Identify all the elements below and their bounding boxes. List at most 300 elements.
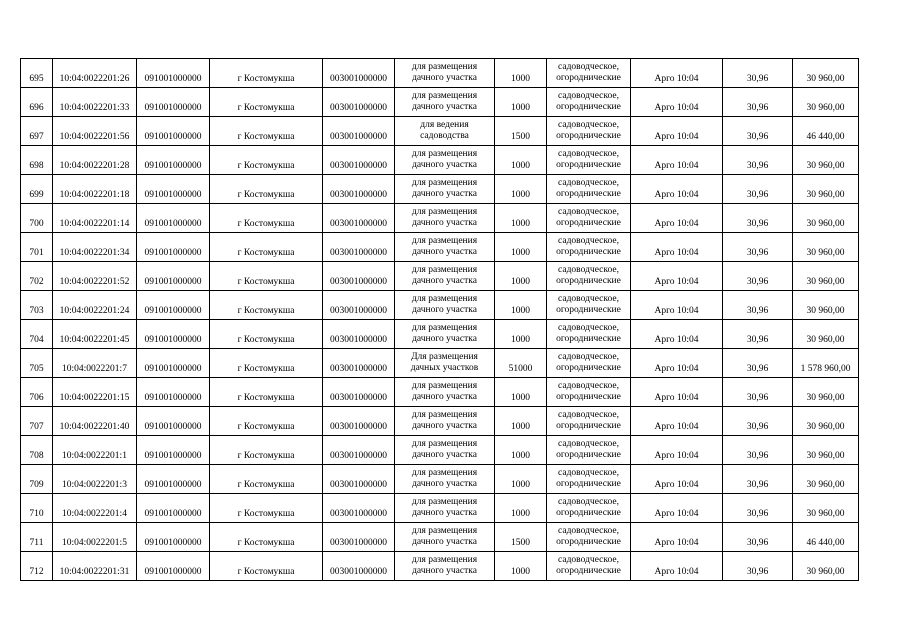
table-row (21, 494, 859, 523)
table-row (21, 233, 859, 262)
area-text: 1000 (511, 160, 530, 171)
area-cell (495, 204, 547, 233)
permitted-use-line: для размещения (411, 265, 478, 275)
okato-code-text: 091001000000 (144, 450, 202, 461)
specific-value-cell (723, 552, 793, 581)
cadastral-number-text: 10:04:0022201:45 (59, 334, 130, 345)
row-number-text: 702 (29, 276, 44, 287)
row-number-cell (21, 552, 53, 581)
oktmo-code-cell (323, 262, 395, 291)
land-category-cell (547, 233, 631, 262)
land-category-line: огороднические (556, 131, 621, 141)
okato-code-text: 091001000000 (144, 566, 202, 577)
area-cell (495, 320, 547, 349)
okato-code-cell (137, 175, 210, 204)
oktmo-code-text: 003001000000 (330, 218, 387, 229)
row-number-text: 697 (29, 131, 44, 142)
okato-code-cell (137, 262, 210, 291)
permitted-use-line: дачных участков (410, 363, 479, 373)
permitted-use-cell (395, 291, 495, 320)
zone-code-cell (631, 88, 723, 117)
specific-value-cell (723, 59, 793, 88)
cadastral-value-cell (793, 320, 859, 349)
locality-cell (210, 494, 323, 523)
oktmo-code-text: 003001000000 (330, 421, 387, 432)
specific-value-cell (723, 523, 793, 552)
cadastral-value-cell (793, 204, 859, 233)
cadastral-value-text: 1 578 960,00 (800, 363, 851, 374)
permitted-use-line: Для размещения (411, 352, 478, 362)
zone-code-cell (631, 117, 723, 146)
oktmo-code-cell (323, 291, 395, 320)
cadastral-value-text: 30 960,00 (806, 305, 845, 316)
okato-code-text: 091001000000 (144, 131, 202, 142)
cadastral-number-cell (53, 465, 137, 494)
zone-code-text: Арго 10:04 (654, 305, 699, 316)
table-row (21, 175, 859, 204)
permitted-use-cell (395, 233, 495, 262)
area-cell (495, 349, 547, 378)
oktmo-code-cell (323, 146, 395, 175)
okato-code-text: 091001000000 (144, 305, 202, 316)
locality-text: г Костомукша (237, 363, 295, 374)
zone-code-cell (631, 320, 723, 349)
table-row (21, 204, 859, 233)
specific-value-cell (723, 146, 793, 175)
permitted-use-line: для размещения (411, 526, 478, 536)
specific-value-cell (723, 204, 793, 233)
area-text: 1000 (511, 247, 530, 258)
area-cell (495, 262, 547, 291)
table-row (21, 117, 859, 146)
permitted-use-cell (395, 523, 495, 552)
land-category-line: огороднические (556, 73, 621, 83)
oktmo-code-text: 003001000000 (330, 537, 387, 548)
okato-code-text: 091001000000 (144, 218, 202, 229)
row-number-text: 696 (29, 102, 44, 113)
land-category-line: садоводческое, (558, 526, 619, 536)
zone-code-cell (631, 146, 723, 175)
permitted-use-cell (395, 88, 495, 117)
land-category-cell (547, 88, 631, 117)
row-number-cell (21, 204, 53, 233)
zone-code-cell (631, 262, 723, 291)
row-number-cell (21, 59, 53, 88)
permitted-use-line: дачного участка (412, 305, 477, 315)
locality-text: г Костомукша (237, 102, 295, 113)
locality-text: г Костомукша (237, 392, 295, 403)
land-category-line: огороднические (556, 334, 621, 344)
land-category-cell (547, 407, 631, 436)
okato-code-cell (137, 523, 210, 552)
row-number-cell (21, 523, 53, 552)
specific-value-text: 30,96 (746, 421, 769, 432)
okato-code-text: 091001000000 (144, 102, 202, 113)
cadastral-number-text: 10:04:0022201:28 (59, 160, 130, 171)
oktmo-code-text: 003001000000 (330, 276, 387, 287)
zone-code-text: Арго 10:04 (654, 102, 699, 113)
cadastral-number-cell (53, 378, 137, 407)
cadastral-number-text: 10:04:0022201:56 (59, 131, 130, 142)
specific-value-cell (723, 494, 793, 523)
land-category-cell (547, 146, 631, 175)
land-category-cell (547, 291, 631, 320)
zone-code-text: Арго 10:04 (654, 189, 699, 200)
land-category-line: огороднические (556, 566, 621, 576)
permitted-use-line: дачного участка (412, 334, 477, 344)
locality-cell (210, 175, 323, 204)
oktmo-code-text: 003001000000 (330, 131, 387, 142)
okato-code-text: 091001000000 (144, 537, 202, 548)
zone-code-cell (631, 59, 723, 88)
cadastral-number-cell (53, 88, 137, 117)
oktmo-code-cell (323, 494, 395, 523)
okato-code-cell (137, 88, 210, 117)
permitted-use-cell (395, 204, 495, 233)
cadastral-number-text: 10:04:0022201:26 (59, 73, 130, 84)
cadastral-value-cell (793, 436, 859, 465)
cadastral-number-cell (53, 204, 137, 233)
land-category-cell (547, 552, 631, 581)
zone-code-cell (631, 436, 723, 465)
land-category-line: садоводческое, (558, 323, 619, 333)
zone-code-text: Арго 10:04 (654, 160, 699, 171)
permitted-use-cell (395, 465, 495, 494)
oktmo-code-cell (323, 349, 395, 378)
specific-value-cell (723, 233, 793, 262)
cadastral-value-text: 30 960,00 (806, 73, 845, 84)
area-cell (495, 291, 547, 320)
cadastral-number-text: 10:04:0022201:7 (62, 363, 127, 374)
permitted-use-line: дачного участка (412, 189, 477, 199)
row-number-cell (21, 436, 53, 465)
specific-value-cell (723, 465, 793, 494)
oktmo-code-text: 003001000000 (330, 189, 387, 200)
area-text: 1000 (511, 73, 530, 84)
row-number-cell (21, 291, 53, 320)
table-row (21, 262, 859, 291)
oktmo-code-cell (323, 378, 395, 407)
permitted-use-line: дачного участка (412, 247, 477, 257)
row-number-text: 701 (29, 247, 44, 258)
oktmo-code-text: 003001000000 (330, 566, 387, 577)
row-number-text: 705 (29, 363, 44, 374)
cadastral-value-text: 30 960,00 (806, 479, 845, 490)
area-cell (495, 552, 547, 581)
permitted-use-line: для размещения (411, 410, 478, 420)
locality-text: г Костомукша (237, 421, 295, 432)
oktmo-code-text: 003001000000 (330, 450, 387, 461)
permitted-use-line: для ведения (420, 120, 469, 130)
cadastral-value-cell (793, 291, 859, 320)
permitted-use-line: для размещения (411, 439, 478, 449)
oktmo-code-text: 003001000000 (330, 160, 387, 171)
cadastral-number-text: 10:04:0022201:5 (62, 537, 127, 548)
land-category-cell (547, 262, 631, 291)
oktmo-code-cell (323, 465, 395, 494)
okato-code-cell (137, 494, 210, 523)
permitted-use-cell (395, 407, 495, 436)
cadastral-number-text: 10:04:0022201:31 (59, 566, 130, 577)
land-category-cell (547, 175, 631, 204)
land-category-line: садоводческое, (558, 265, 619, 275)
land-category-line: садоводческое, (558, 555, 619, 565)
area-text: 51000 (508, 363, 533, 374)
cadastral-value-text: 30 960,00 (806, 218, 845, 229)
land-category-line: огороднические (556, 450, 621, 460)
oktmo-code-text: 003001000000 (330, 247, 387, 258)
row-number-text: 695 (29, 73, 44, 84)
cadastral-value-text: 46 440,00 (806, 131, 845, 142)
locality-cell (210, 59, 323, 88)
locality-cell (210, 465, 323, 494)
land-category-line: садоводческое, (558, 207, 619, 217)
area-cell (495, 523, 547, 552)
area-cell (495, 88, 547, 117)
oktmo-code-cell (323, 407, 395, 436)
cadastral-number-cell (53, 233, 137, 262)
zone-code-text: Арго 10:04 (654, 508, 699, 519)
land-category-line: садоводческое, (558, 236, 619, 246)
land-category-line: огороднические (556, 392, 621, 402)
locality-cell (210, 552, 323, 581)
permitted-use-cell (395, 494, 495, 523)
land-category-line: садоводческое, (558, 468, 619, 478)
locality-cell (210, 146, 323, 175)
permitted-use-line: дачного участка (412, 276, 477, 286)
cadastral-number-cell (53, 59, 137, 88)
specific-value-text: 30,96 (746, 537, 769, 548)
specific-value-text: 30,96 (746, 566, 769, 577)
land-plots-table (20, 58, 859, 581)
land-category-line: садоводческое, (558, 410, 619, 420)
land-category-line: огороднические (556, 421, 621, 431)
land-category-line: огороднические (556, 247, 621, 257)
area-text: 1000 (511, 479, 530, 490)
row-number-text: 704 (29, 334, 44, 345)
locality-text: г Костомукша (237, 73, 295, 84)
cadastral-number-cell (53, 552, 137, 581)
land-category-line: огороднические (556, 508, 621, 518)
cadastral-value-text: 30 960,00 (806, 189, 845, 200)
row-number-text: 710 (29, 508, 44, 519)
cadastral-number-text: 10:04:0022201:40 (59, 421, 130, 432)
table-row (21, 436, 859, 465)
oktmo-code-cell (323, 320, 395, 349)
table-row (21, 320, 859, 349)
area-cell (495, 175, 547, 204)
permitted-use-cell (395, 146, 495, 175)
row-number-text: 700 (29, 218, 44, 229)
okato-code-cell (137, 233, 210, 262)
okato-code-text: 091001000000 (144, 508, 202, 519)
zone-code-text: Арго 10:04 (654, 421, 699, 432)
land-category-line: садоводческое, (558, 62, 619, 72)
cadastral-value-cell (793, 407, 859, 436)
locality-text: г Костомукша (237, 334, 295, 345)
row-number-cell (21, 378, 53, 407)
area-text: 1500 (511, 537, 530, 548)
oktmo-code-text: 003001000000 (330, 102, 387, 113)
cadastral-value-text: 46 440,00 (806, 537, 845, 548)
cadastral-value-cell (793, 146, 859, 175)
locality-cell (210, 320, 323, 349)
specific-value-text: 30,96 (746, 363, 769, 374)
okato-code-cell (137, 204, 210, 233)
oktmo-code-cell (323, 552, 395, 581)
area-text: 1000 (511, 276, 530, 287)
permitted-use-cell (395, 378, 495, 407)
area-cell (495, 436, 547, 465)
land-category-line: садоводческое, (558, 294, 619, 304)
table-row (21, 465, 859, 494)
oktmo-code-cell (323, 233, 395, 262)
cadastral-number-cell (53, 523, 137, 552)
area-text: 1000 (511, 305, 530, 316)
locality-cell (210, 407, 323, 436)
cadastral-number-text: 10:04:0022201:24 (59, 305, 130, 316)
zone-code-cell (631, 552, 723, 581)
oktmo-code-text: 003001000000 (330, 334, 387, 345)
okato-code-cell (137, 59, 210, 88)
okato-code-text: 091001000000 (144, 334, 202, 345)
locality-text: г Костомукша (237, 479, 295, 490)
permitted-use-line: для размещения (411, 381, 478, 391)
row-number-cell (21, 175, 53, 204)
land-category-line: садоводческое, (558, 352, 619, 362)
land-category-line: огороднические (556, 363, 621, 373)
locality-text: г Костомукша (237, 276, 295, 287)
locality-text: г Костомукша (237, 537, 295, 548)
area-cell (495, 146, 547, 175)
cadastral-value-text: 30 960,00 (806, 160, 845, 171)
permitted-use-line: дачного участка (412, 102, 477, 112)
permitted-use-line: для размещения (411, 468, 478, 478)
zone-code-cell (631, 233, 723, 262)
permitted-use-line: для размещения (411, 207, 478, 217)
cadastral-value-text: 30 960,00 (806, 450, 845, 461)
permitted-use-line: дачного участка (412, 479, 477, 489)
row-number-text: 703 (29, 305, 44, 316)
specific-value-text: 30,96 (746, 334, 769, 345)
land-category-cell (547, 523, 631, 552)
area-text: 1000 (511, 566, 530, 577)
zone-code-text: Арго 10:04 (654, 392, 699, 403)
zone-code-text: Арго 10:04 (654, 334, 699, 345)
okato-code-text: 091001000000 (144, 189, 202, 200)
cadastral-value-cell (793, 494, 859, 523)
oktmo-code-text: 003001000000 (330, 392, 387, 403)
oktmo-code-cell (323, 204, 395, 233)
cadastral-value-text: 30 960,00 (806, 334, 845, 345)
okato-code-text: 091001000000 (144, 392, 202, 403)
permitted-use-line: дачного участка (412, 566, 477, 576)
permitted-use-line: дачного участка (412, 508, 477, 518)
locality-text: г Костомукша (237, 450, 295, 461)
area-cell (495, 59, 547, 88)
cadastral-number-text: 10:04:0022201:33 (59, 102, 130, 113)
zone-code-cell (631, 291, 723, 320)
permitted-use-cell (395, 349, 495, 378)
okato-code-cell (137, 552, 210, 581)
row-number-cell (21, 349, 53, 378)
cadastral-value-text: 30 960,00 (806, 102, 845, 113)
table-row (21, 59, 859, 88)
okato-code-cell (137, 407, 210, 436)
locality-text: г Костомукша (237, 218, 295, 229)
oktmo-code-cell (323, 59, 395, 88)
land-category-cell (547, 59, 631, 88)
specific-value-text: 30,96 (746, 508, 769, 519)
permitted-use-line: дачного участка (412, 392, 477, 402)
land-category-line: садоводческое, (558, 149, 619, 159)
locality-cell (210, 233, 323, 262)
okato-code-cell (137, 436, 210, 465)
specific-value-cell (723, 378, 793, 407)
cadastral-number-cell (53, 175, 137, 204)
permitted-use-line: для размещения (411, 323, 478, 333)
table-body (21, 59, 859, 581)
specific-value-text: 30,96 (746, 276, 769, 287)
row-number-cell (21, 88, 53, 117)
area-cell (495, 378, 547, 407)
locality-cell (210, 88, 323, 117)
permitted-use-line: дачного участка (412, 160, 477, 170)
area-text: 1000 (511, 102, 530, 113)
area-text: 1000 (511, 508, 530, 519)
cadastral-value-cell (793, 175, 859, 204)
land-category-line: огороднические (556, 305, 621, 315)
area-text: 1000 (511, 189, 530, 200)
locality-cell (210, 117, 323, 146)
cadastral-value-cell (793, 523, 859, 552)
table-row (21, 523, 859, 552)
cadastral-value-text: 30 960,00 (806, 247, 845, 258)
oktmo-code-cell (323, 88, 395, 117)
locality-text: г Костомукша (237, 566, 295, 577)
zone-code-cell (631, 349, 723, 378)
area-text: 1000 (511, 392, 530, 403)
row-number-cell (21, 117, 53, 146)
locality-cell (210, 523, 323, 552)
cadastral-value-cell (793, 552, 859, 581)
row-number-text: 699 (29, 189, 44, 200)
specific-value-cell (723, 320, 793, 349)
zone-code-cell (631, 175, 723, 204)
oktmo-code-text: 003001000000 (330, 508, 387, 519)
specific-value-text: 30,96 (746, 131, 769, 142)
zone-code-text: Арго 10:04 (654, 537, 699, 548)
row-number-text: 707 (29, 421, 44, 432)
okato-code-cell (137, 291, 210, 320)
zone-code-text: Арго 10:04 (654, 73, 699, 84)
permitted-use-cell (395, 117, 495, 146)
permitted-use-line: для размещения (411, 497, 478, 507)
zone-code-text: Арго 10:04 (654, 566, 699, 577)
land-category-cell (547, 117, 631, 146)
cadastral-number-cell (53, 494, 137, 523)
permitted-use-line: для размещения (411, 236, 478, 246)
cadastral-number-text: 10:04:0022201:3 (62, 479, 127, 490)
okato-code-text: 091001000000 (144, 421, 202, 432)
permitted-use-cell (395, 552, 495, 581)
table-row (21, 349, 859, 378)
cadastral-number-cell (53, 436, 137, 465)
permitted-use-line: садоводства (420, 131, 469, 141)
cadastral-number-cell (53, 291, 137, 320)
land-category-line: огороднические (556, 189, 621, 199)
table-row (21, 146, 859, 175)
